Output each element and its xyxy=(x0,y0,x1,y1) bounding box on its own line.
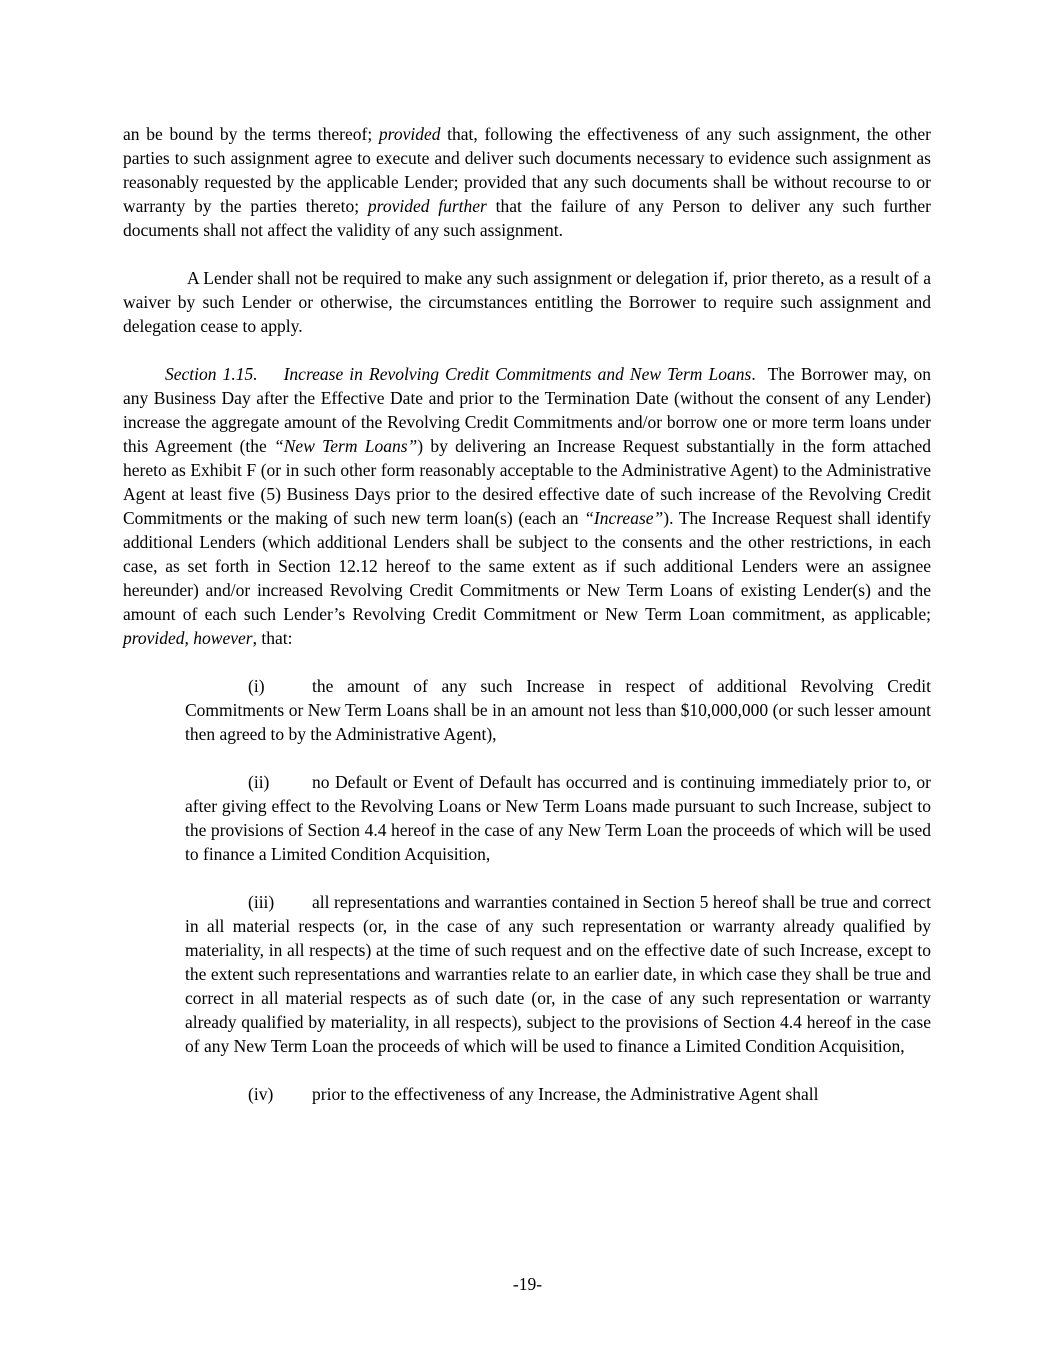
clause-ii xyxy=(185,770,931,866)
clause-iii xyxy=(185,890,931,1058)
text-run-italic: Section 1.15. xyxy=(165,364,258,384)
text-run: ). The Increase Request shall identify additional Lenders (which additional Lenders shall be subject to the consents and the other restrictions, in each case, as set forth in Section 12.12 hereof to the same extent as if such additional Lenders were an assignee hereunder) and/or increased Revolving Credit Commitments or New Term Loans of existing Lender(s) and the amount of each such Lender’s Revolving Credit Commitment or New Term Loan commitment, as applicable; xyxy=(123,508,931,624)
text-run: A Lender shall not be required to make any such assignment or delegation if, prior thereto, as a result of a waiver by such Lender or otherwise, the circumstances entitling the Borrower to require such assignment and delegation cease to apply. xyxy=(123,268,931,336)
clause-i-label: (i) xyxy=(248,676,265,696)
text-run-italic: provided further xyxy=(367,196,487,216)
text-run: that, following the effectiveness of any such assignment, the other parties to such assignment agree to execute and deliver such documents necessary to evidence such assignment as reasonably requested by the applicable Lender; provided that any such documents shall be without recourse to or warranty by the parties thereto; xyxy=(123,124,931,216)
clause-iii-label: (iii) xyxy=(248,892,275,912)
clause-i-text: the amount of any such Increase in respect of additional Revolving Credit Commitments or New Term Loans shall be in an amount not less than $10,000,000 (or such lesser amount then agreed to by the Administrative Agent), xyxy=(185,676,931,744)
text-run-italic: provided xyxy=(378,124,441,144)
text-run-italic: Increase in Revolving Credit Commitments and New Term Loans xyxy=(283,364,752,384)
clause-iv-text: prior to the effectiveness of any Increase, the Administrative Agent shall xyxy=(312,1084,819,1104)
clause-iii-text: all representations and warranties contained in Section 5 hereof shall be true and correct in all material respects (or, in the case of any such representation or warranty already qualified by materiality, in all respects) at the time of such request and on the effective date of such Increase, except to the extent such representations and warranties relate to an earlier date, in which case they shall be true and correct in all material respects as of such date (or, in the case of any such representation or warranty already qualified by materiality, in all respects), subject to the provisions of Section 4.4 hereof in the case of any New Term Loan the proceeds of which will be used to finance a Limited Condition Acquisition, xyxy=(185,892,931,1056)
clause-i xyxy=(185,674,931,746)
text-run-italic: “Increase” xyxy=(584,508,664,528)
text-run-italic: provided, however xyxy=(123,628,253,648)
text-run: that the failure of any Person to deliver any such further documents shall not affect the validity of any such assignment. xyxy=(123,196,931,240)
paragraph-lender-not-required xyxy=(123,266,931,338)
text-run: an be bound by the terms thereof; xyxy=(123,124,379,144)
text-run: ) by delivering an Increase Request substantially in the form attached hereto as Exhibit F (or in such other form reasonably acceptable to the Administrative Agent) to the Administrative Agent at least five (5) Business Days prior to the desired effective date of such increase of the Revolving Credit Commitments or the making of such new term loan(s) (each an xyxy=(123,436,931,528)
text-run: , that: xyxy=(252,628,293,648)
document-body xyxy=(123,122,931,1130)
text-run: . The Borrower may, on any Business Day after the Effective Date and prior to the Termination Date (without the consent of any Lender) increase the aggregate amount of the Revolving Credit Commitments and/or borrow one or more term loans under this Agreement (the xyxy=(123,364,931,456)
clause-ii-text: no Default or Event of Default has occurred and is continuing immediately prior to, or after giving effect to the Revolving Loans or New Term Loans made pursuant to such Increase, subject to the provisions of Section 4.4 hereof in the case of any New Term Loan the proceeds of which will be used to finance a Limited Condition Acquisition, xyxy=(185,772,931,864)
paragraph-section-1-15 xyxy=(123,362,931,650)
paragraph-assignment-terms xyxy=(123,122,931,242)
clause-iv-label: (iv) xyxy=(248,1084,274,1104)
clause-ii-label: (ii) xyxy=(248,772,270,792)
text-run-italic: “New Term Loans” xyxy=(274,436,418,456)
page-number: -19- xyxy=(512,1274,543,1294)
clause-iv xyxy=(185,1082,931,1106)
